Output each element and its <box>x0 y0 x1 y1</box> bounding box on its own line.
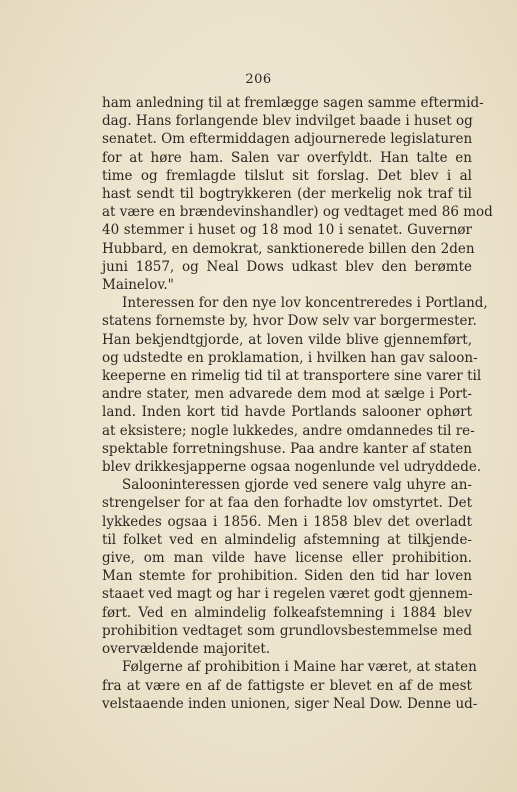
text-line: staaet ved magt og har i regelen været godt gjennem- <box>102 586 473 603</box>
paragraph <box>102 658 478 713</box>
text-line: Salooninteressen gjorde ved senere valg uhyre an- <box>122 477 472 494</box>
text-line: 40 stemmer i huset og 18 mod 10 i senatet. Guvernør <box>102 222 472 239</box>
text-line: Man stemte for prohibition. Siden den tid har loven <box>102 568 472 585</box>
text-line: blev drikkesjapperne ogsaa nogenlunde vel udryddede. <box>102 459 482 476</box>
paragraph <box>102 294 488 476</box>
body-text <box>102 94 493 713</box>
paragraph <box>102 94 493 294</box>
text-line: land. Inden kort tid havde Portlands salooner ophørt <box>102 404 472 421</box>
text-line: spektable forretningshuse. Paa andre kanter af staten <box>102 440 472 457</box>
text-line: overvældende majoritet. <box>102 641 271 658</box>
text-line: og udstedte en proklamation, i hvilken han gav saloon- <box>102 349 478 366</box>
text-line: Han bekjendtgjorde, at loven vilde blive gjennemført, <box>102 331 472 348</box>
text-line: juni 1857, og Neal Dows udkast blev den berømte <box>102 258 472 275</box>
text-line: til folket ved en almindelig afstemning at tilkjende- <box>102 531 472 548</box>
text-line: at være en brændevinshandler) og vedtaget med 86 mod <box>102 204 493 221</box>
text-line: lykkedes ogsaa i 1856. Men i 1858 blev det overladt <box>102 513 472 530</box>
text-line: give, om man vilde have license eller prohibition. <box>102 550 472 567</box>
text-line: keeperne en rimelig tid til at transportere sine varer til <box>102 368 482 385</box>
text-line: statens fornemste by, hvor Dow selv var borgermester. <box>102 313 477 330</box>
text-line: velstaaende inden unionen, siger Neal Dow. Denne ud- <box>102 695 478 712</box>
text-line: Mainelov." <box>102 277 174 294</box>
text-line: dag. Hans forlangende blev indvilget baade i huset og <box>102 113 473 130</box>
text-line: prohibition vedtaget som grundlovsbestemmelse med <box>102 622 472 639</box>
text-line: ham anledning til at fremlægge sagen samme eftermid- <box>102 95 484 111</box>
text-line: Interessen for den nye lov koncentreredes i Portland, <box>122 295 488 312</box>
text-line: fra at være en af de fattigste er blevet en af de mest <box>102 677 472 694</box>
text-line: ført. Ved en almindelig folkeafstemning i 1884 blev <box>102 604 472 621</box>
paragraph <box>102 476 472 658</box>
text-line: strengelser for at faa den forhadte lov omstyrtet. Det <box>102 495 472 512</box>
page-number: 206 <box>245 72 272 87</box>
text-line: hast sendt til bogtrykkeren (der merkelig nok traf til <box>102 186 472 203</box>
text-line: senatet. Om eftermiddagen adjournerede legislaturen <box>102 131 473 148</box>
text-line: andre stater, men advarede dem mod at sælge i Port- <box>102 386 472 403</box>
text-line: time og fremlagde tilslut sit forslag. Det blev i al <box>102 167 472 184</box>
text-line: Følgerne af prohibition i Maine har været, at staten <box>122 659 477 676</box>
text-line: for at høre ham. Salen var overfyldt. Han talte en <box>102 149 472 166</box>
text-line: at eksistere; nogle lukkedes, andre omdannedes til re- <box>102 422 475 439</box>
text-line: Hubbard, en demokrat, sanktionerede billen den 2den <box>102 240 475 257</box>
